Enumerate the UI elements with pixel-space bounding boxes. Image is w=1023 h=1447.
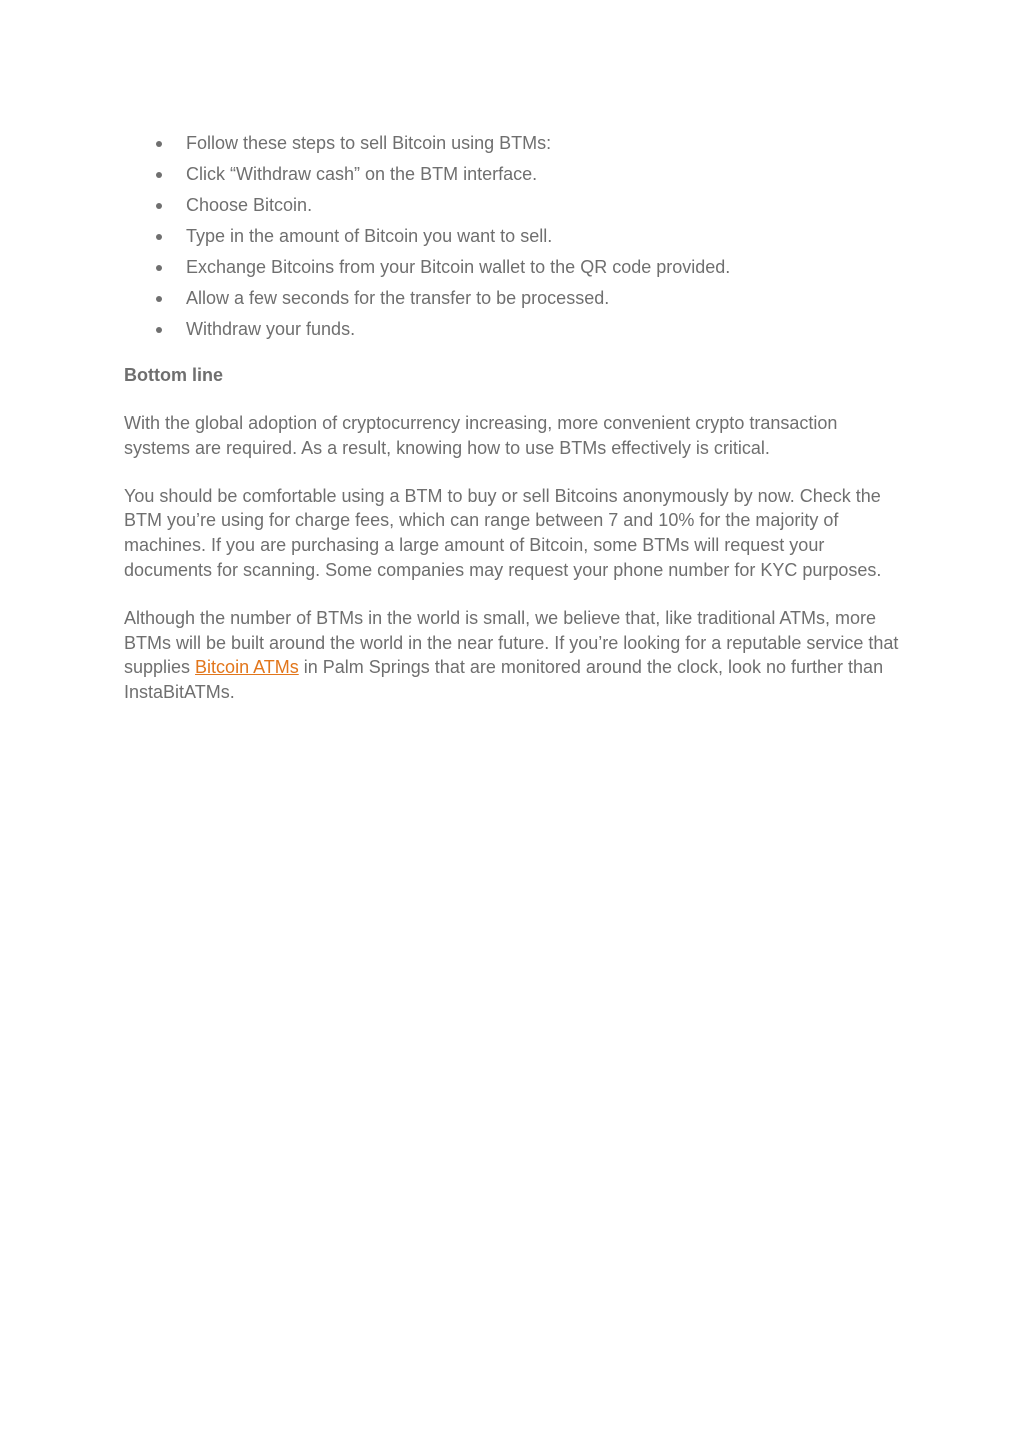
list-item: [124, 128, 904, 159]
bullet-icon: [156, 327, 162, 333]
list-item-text: Type in the amount of Bitcoin you want to sell.: [186, 226, 553, 246]
paragraph-adoption: With the global adoption of cryptocurrency increasing, more convenient crypto transaction systems are required. As a result, knowing how to use BTMs effectively is critical.: [124, 413, 838, 458]
sell-steps-list: [124, 128, 904, 345]
paragraph-closing-text-start: Although the number of BTMs in the world is small, we believe that, like traditional ATMs, more BTMs will be built around the world in the near future. If you’re looking for a reputable service that supplies: [124, 607, 899, 678]
list-item-text: Exchange Bitcoins from your Bitcoin wallet to the QR code provided.: [186, 257, 731, 277]
list-item-text: Allow a few seconds for the transfer to be processed.: [186, 288, 610, 308]
paragraph-closing: [124, 606, 904, 705]
list-item: [124, 159, 904, 190]
bullet-icon: [156, 234, 162, 240]
list-item: [124, 314, 904, 345]
document-page: [124, 128, 904, 705]
list-item-text: Follow these steps to sell Bitcoin using BTMs:: [186, 133, 552, 153]
list-item-text: Choose Bitcoin.: [186, 195, 313, 215]
bullet-icon: [156, 141, 162, 147]
list-item: [124, 221, 904, 252]
list-item: [124, 283, 904, 314]
paragraph-closing-text-end: in Palm Springs that are monitored around the clock, look no further than InstaBitATMs.: [124, 657, 884, 703]
list-item-text: Withdraw your funds.: [186, 319, 356, 339]
paragraph-fees: You should be comfortable using a BTM to buy or sell Bitcoins anonymously by now. Check the BTM you’re using for charge fees, which can range between 7 and 10% for the majority of machines. If you are purchasing a large amount of Bitcoin, some BTMs will request your documents for scanning. Some companies may request your phone number for KYC purposes.: [124, 485, 882, 580]
bullet-icon: [156, 265, 162, 271]
section-heading: Bottom line: [124, 365, 223, 385]
bullet-icon: [156, 172, 162, 178]
list-item-text: Click “Withdraw cash” on the BTM interface.: [186, 164, 538, 184]
bullet-icon: [156, 296, 162, 302]
bitcoin-atms-link[interactable]: Bitcoin ATMs: [195, 657, 299, 678]
list-item: [124, 190, 904, 221]
list-item: [124, 252, 904, 283]
bullet-icon: [156, 203, 162, 209]
